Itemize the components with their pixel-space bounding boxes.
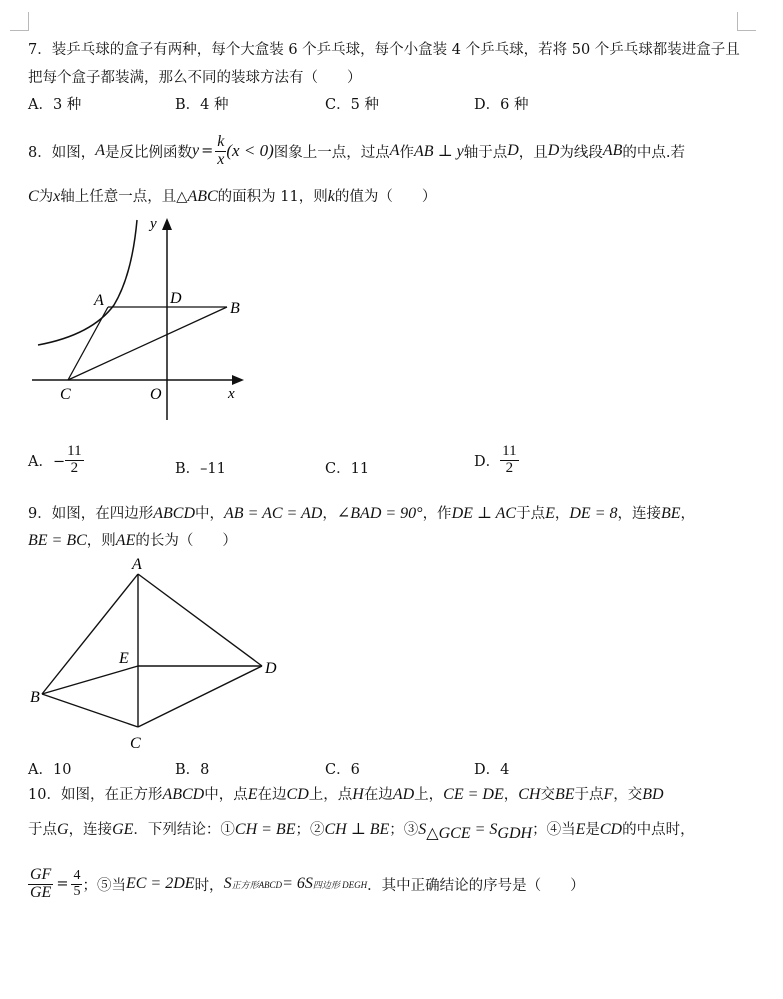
q8-segment-cb — [68, 307, 227, 380]
q9-option-c: C．6 — [325, 762, 360, 778]
q10-line1: 10．如图，在正方形ABCD中，点E在边CD上，点H在边AD上，CE = DE，CH交BE于点F，交BD — [28, 786, 664, 803]
q7-option-a: A．3 种 — [28, 97, 82, 113]
q8-label-x: x — [228, 386, 235, 402]
q9-figure — [22, 552, 292, 752]
q7-option-c: C．5 种 — [325, 97, 379, 113]
q9-option-d: D．4 — [474, 762, 510, 778]
q9-segment-cd — [138, 666, 262, 727]
q8-option-d: D． $\frac{11}{2}$ — [474, 443, 517, 476]
q8-label-c: C — [60, 386, 71, 403]
q8-label-a: A — [94, 292, 104, 309]
q9-segment-be — [42, 666, 138, 694]
corner-mark-top-left — [10, 12, 29, 31]
q8-x-axis-arrow — [232, 375, 244, 385]
q9-segment-ab — [42, 574, 138, 694]
q7-option-b: B．4 种 — [175, 97, 229, 113]
q7-option-d: D．6 种 — [474, 97, 529, 113]
q9-segment-bc — [42, 694, 138, 727]
q8-option-b: B．–11 — [175, 461, 226, 477]
q8-label-o: O — [150, 386, 162, 403]
q10-line3: $\frac{GF}{GE}$ = $\frac{4}{5}$ ；⑤当 EC = 2DE 时， S 正方形ABCD = 6S 四边形 DEGH ．其中正确结论的序号是（ ） — [30, 865, 585, 901]
q8-option-a: A．− $\frac{11}{2}$ — [28, 443, 82, 476]
q8-y-axis-arrow — [162, 218, 172, 230]
q10-ratio-fraction: $\frac{GF}{GE}$ — [30, 865, 52, 901]
q9-line2: BE = BC，则AE的长为（ ） — [28, 532, 237, 549]
q8-option-c: C．11 — [325, 461, 370, 477]
q8-line2: C为x轴上任意一点，且△ABC的面积为 11，则k的值为（ ） — [28, 188, 437, 205]
corner-mark-top-right — [737, 12, 756, 31]
q9-label-c: C — [130, 735, 141, 752]
q10-line2: 于点G，连接GE．下列结论：①CH = BE；②CH ⊥ BE；$③S_{\triangle GCE} = S_{GDH}$；④当E是CD的中点时， — [28, 821, 695, 842]
q7-line2: 把每个盒子都装满，那么不同的装球方法有（ ） — [28, 70, 362, 86]
q8-segment-ca — [68, 307, 108, 380]
q9-option-a: A．10 — [28, 762, 72, 778]
q9-line1: 9．如图，在四边形ABCD中，AB = AC = AD，∠BAD = 90°，作DE ⊥ AC于点E，DE = 8，连接BE， — [28, 505, 696, 522]
q9-option-b: B．8 — [175, 762, 210, 778]
q8-figure — [22, 215, 262, 425]
q7-line1: 7．装乒乓球的盒子有两种，每个大盒装 6 个乒乓球，每个小盒装 4 个乒乓球，若将 50 个乒乓球都装进盒子且 — [28, 42, 740, 58]
q9-label-d: D — [265, 660, 277, 677]
q8-function-fraction: $\frac{k}{x}$ — [217, 132, 225, 168]
q9-label-e: E — [119, 650, 129, 667]
q8-hyperbola-curve — [38, 220, 137, 345]
q9-segment-ad — [138, 574, 262, 666]
q9-label-b: B — [30, 689, 40, 706]
q9-label-a: A — [132, 556, 142, 573]
q8-label-b: B — [230, 300, 240, 317]
q8-line1: 8．如图， A 是反比例函数 y = $\frac{k}{x}$ (x < 0) 图象上一点，过点 A 作 AB ⊥ y 轴于点 D ，且 D 为线段 AB 的中点.若 — [28, 132, 685, 168]
q8-label-y: y — [150, 216, 157, 232]
q8-label-d: D — [170, 290, 182, 307]
